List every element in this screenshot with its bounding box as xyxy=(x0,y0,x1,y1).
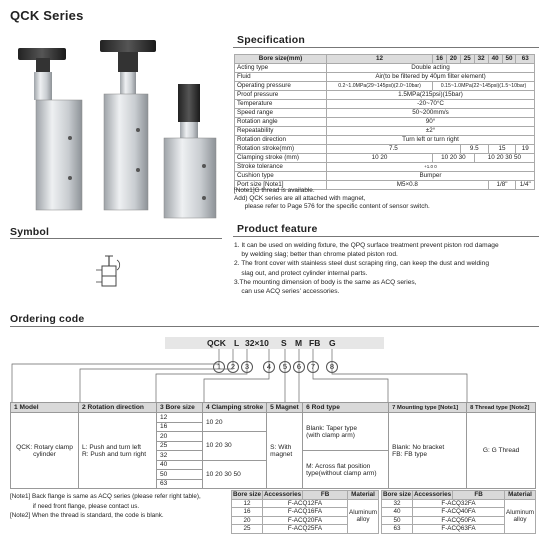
spec-row: Rotation angle 90° xyxy=(235,118,535,127)
code-rotation: L xyxy=(234,338,240,348)
feature-divider xyxy=(233,236,539,237)
magnet-cell: S: With magnet xyxy=(267,413,303,489)
ordering-row: QCK: Rotary clamp cylinder L: Push and turn left R: Push and turn right 12 10 20 S: With magnet Blank: Taper type (with clamp arm) Blank: No bracket FB: FB type G: G Thread xyxy=(11,413,536,423)
code-number-4: 4 xyxy=(263,361,275,373)
code-number-5: 5 xyxy=(279,361,291,373)
product-photo xyxy=(14,38,224,223)
symbol-divider xyxy=(10,238,222,239)
spec-row: Port size [Note1] M5×0.8 1/8" 1/4" xyxy=(235,181,535,190)
accessories-table-right: Bore size Accessories FB Material 32 F-ACQ32FA Aluminum alloy 40 F-ACQ40FA 50 F-ACQ50FA 63 F-ACQ63FA xyxy=(383,491,534,533)
spec-row: Proof pressure 1.5MPa(215psi)(15bar) xyxy=(235,91,535,100)
feature-list: 1. It can be used on welding fixture, the QPQ surface treatment prevent piston rod damage by welding slag; better than chrome plated piston rod. 2. The front cover with stainless steel dust scraping ring, can keep the dust and welding slag out, and protect cylinder internal parts. 3.The mounting dimension of body is the same as ACQ series, can use ACQ series' accessories. xyxy=(234,242,499,296)
spec-header-row: Bore size(mm) 12 16 20 25 32 40 50 63 xyxy=(235,55,535,64)
spec-table xyxy=(234,54,535,190)
rotation-cell: L: Push and turn left R: Push and turn right xyxy=(79,413,157,489)
ordering-divider xyxy=(10,326,539,327)
code-mounting: FB xyxy=(309,338,321,348)
symbol-title: Symbol xyxy=(10,226,50,238)
code-thread: G xyxy=(329,338,336,348)
spec-row: Fluid Air(to be filtered by 40μm filter element) xyxy=(235,73,535,82)
code-number-3: 3 xyxy=(241,361,253,373)
spec-row: Operating pressure 0.2~1.0MPa(29~145psi)(2.0~10bar) 0.15~1.0MPa(22~145psi)(1.5~10bar) xyxy=(235,82,535,91)
spec-row: Stroke tolerance +1.0 0 xyxy=(235,163,535,172)
pneumatic-symbol-icon xyxy=(90,252,130,292)
feature-title: Product feature xyxy=(237,223,318,235)
rod-flat-cell: M: Across flat position type(without clamp arm) xyxy=(303,451,389,489)
code-rod: M xyxy=(295,338,303,348)
spec-divider xyxy=(233,47,539,48)
code-number-7: 7 xyxy=(307,361,319,373)
thread-cell: G: G Thread xyxy=(467,413,536,489)
spec-row: Acting type Double acting xyxy=(235,64,535,73)
mounting-cell: Blank: No bracket FB: FB type xyxy=(389,413,467,489)
code-number-8: 8 xyxy=(326,361,338,373)
spec-row: Rotation direction Turn left or turn right xyxy=(235,136,535,145)
spec-row: Temperature -20~70°C xyxy=(235,100,535,109)
ordering-table: 1 Model 2 Rotation direction 3 Bore size 4 Clamping stroke 5 Magnet 6 Rod type 7 Mounting type [Note1] 8 Thread type [Note2] QCK: Rotary clamp cylinder L: Push and turn left R: Push and turn right 12 10 20 S: With magnet Blank: Taper type (with clamp arm) Blank: No bracket FB: FB type G: G Thread 16 20 10 20 30 25 32 M: Across flat position type(without clamp arm) 40 10 20 30 50 50 63 xyxy=(10,402,536,489)
ordering-header-row: 1 Model 2 Rotation direction 3 Bore size 4 Clamping stroke 5 Magnet 6 Rod type 7 Mounting type [Note1] 8 Thread type [Note2] xyxy=(11,403,536,413)
code-bore-stroke: 32×10 xyxy=(245,338,269,348)
spec-row: Repeatability ±2° xyxy=(235,127,535,136)
code-magnet: S xyxy=(281,338,287,348)
code-connector-lines xyxy=(0,348,550,404)
spec-row: Cushion type Bumper xyxy=(235,172,535,181)
page-title: QCK Series xyxy=(10,8,84,23)
spec-title: Specification xyxy=(237,34,305,46)
code-number-2: 2 xyxy=(227,361,239,373)
spec-row: Speed range 50~200mm/s xyxy=(235,109,535,118)
spec-notes: [Note1]G thread is available. Add) QCK series are all attached with magnet, please refer to Page 576 for the specific content of sensor switch. xyxy=(234,187,430,210)
footnotes: [Note1] Back flange is same as ACQ series (please refer right table), if need front flange, please contact us. [Note2] When the thread is standard, the code is blank. xyxy=(10,493,201,519)
model-cell: QCK: Rotary clamp cylinder xyxy=(11,413,79,489)
spec-row: Clamping stroke (mm) 10 20 10 20 30 10 20 30 50 xyxy=(235,154,535,163)
code-model: QCK xyxy=(207,338,226,348)
accessories-table-left: Bore size Accessories FB Material 12 F-ACQ12FA Aluminum alloy 16 F-ACQ16FA 20 F-ACQ20FA 25 F-ACQ25FA xyxy=(233,491,377,533)
code-number-1: 1 xyxy=(213,361,225,373)
code-number-6: 6 xyxy=(293,361,305,373)
ordering-title: Ordering code xyxy=(10,313,85,325)
rod-taper-cell: Blank: Taper type (with clamp arm) xyxy=(303,413,389,451)
spec-row: Rotation stroke(mm) 7.5 9.5 15 19 xyxy=(235,145,535,154)
